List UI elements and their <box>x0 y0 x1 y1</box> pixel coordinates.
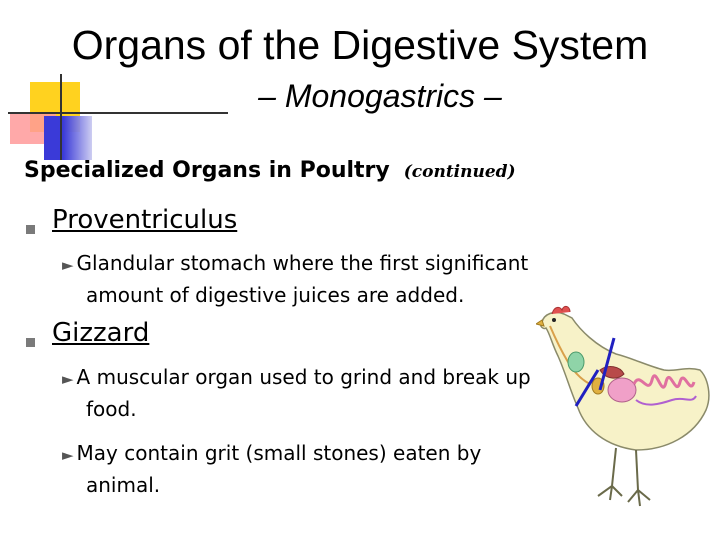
chicken-leg-right <box>628 450 650 506</box>
decor-blue-square <box>44 116 92 160</box>
crop <box>568 352 584 372</box>
section-heading-note: (continued) <box>403 162 516 182</box>
chicken-comb <box>552 306 570 314</box>
slide-subtitle: – Monogastrics – <box>258 78 502 114</box>
section-heading-text: Specialized Organs in Poultry <box>24 158 390 183</box>
sub-bullet-proventriculus-1 <box>62 248 528 310</box>
bullet-square-icon <box>26 338 35 347</box>
sub-bullet-gizzard-1 <box>62 362 531 424</box>
arrow-bullet-icon: ► <box>62 256 74 274</box>
bullet-square-icon <box>26 225 35 234</box>
bullet-gizzard: Gizzard <box>52 318 150 348</box>
arrow-bullet-icon: ► <box>62 370 74 388</box>
sub-bullet-text-cont: food. <box>86 397 137 421</box>
gizzard <box>608 378 636 402</box>
sub-bullet-text-cont: animal. <box>86 473 161 497</box>
bullet-proventriculus: Proventriculus <box>52 205 238 235</box>
section-heading <box>24 158 516 183</box>
chicken-digestive-system-illustration <box>536 300 712 530</box>
sub-bullet-text-cont: amount of digestive juices are added. <box>86 283 465 307</box>
slide-title: Organs of the Digestive System <box>71 22 649 68</box>
chicken-beak <box>536 320 544 326</box>
sub-bullet-text: Glandular stomach where the first significant <box>76 251 529 275</box>
sub-bullet-text: May contain grit (small stones) eaten by <box>76 441 482 465</box>
sub-bullet-text: A muscular organ used to grind and break up <box>76 365 531 389</box>
sub-bullet-gizzard-2 <box>62 438 481 500</box>
arrow-bullet-icon: ► <box>62 446 74 464</box>
chicken-eye <box>552 318 556 322</box>
chicken-leg-left <box>598 448 622 500</box>
